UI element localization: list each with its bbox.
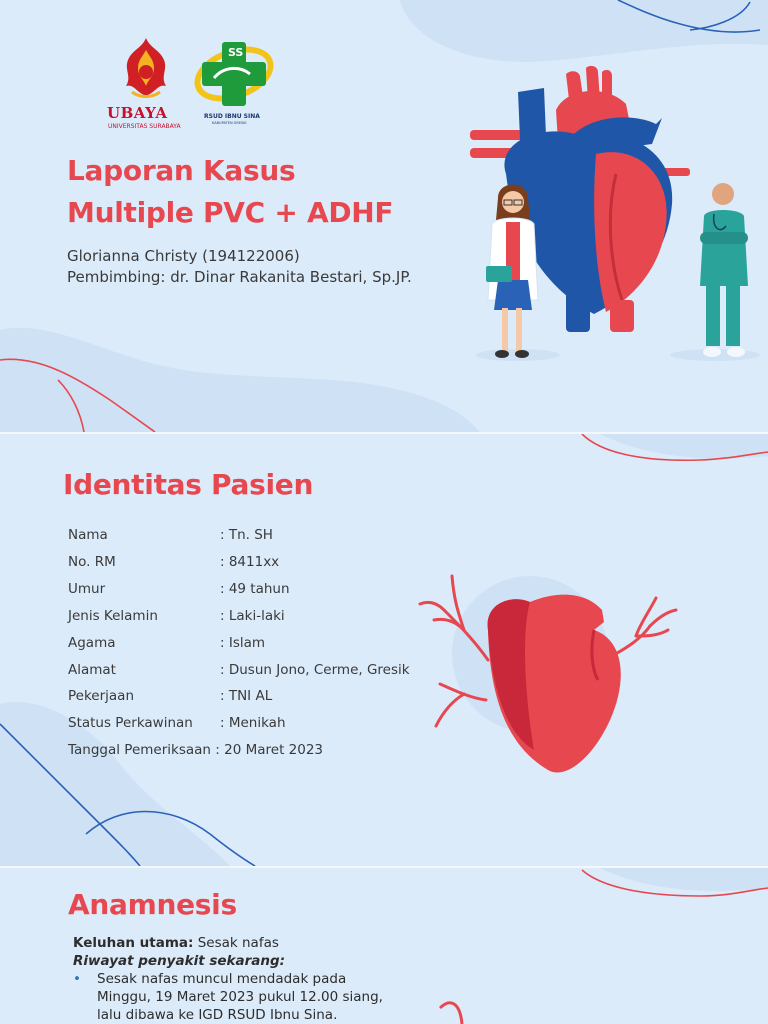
identity-value: : 8411xx bbox=[220, 554, 280, 570]
identity-label: Agama bbox=[68, 635, 116, 651]
chief-complaint-label: Keluhan utama: bbox=[73, 935, 194, 951]
title-line-1: Laporan Kasus bbox=[67, 154, 296, 187]
identity-value: : 49 tahun bbox=[220, 581, 290, 597]
identity-value: : 20 Maret 2023 bbox=[215, 742, 324, 758]
section-title: Identitas Pasien bbox=[63, 468, 314, 501]
female-doctor-illustration bbox=[482, 180, 546, 362]
identity-value: : Menikah bbox=[220, 715, 286, 731]
present-illness-label: Riwayat penyakit sekarang: bbox=[73, 953, 286, 969]
patient-identity-slide bbox=[0, 434, 768, 866]
ubaya-logo-text: UBAYA bbox=[107, 104, 168, 122]
chief-complaint bbox=[73, 934, 413, 952]
bullet-icon: • bbox=[73, 971, 81, 987]
list-item-line: Minggu, 19 Maret 2023 pukul 12.00 siang, bbox=[97, 989, 383, 1005]
identity-label: Alamat bbox=[68, 662, 116, 678]
author-name: Glorianna Christy (194122006) bbox=[67, 247, 300, 265]
male-doctor-illustration bbox=[696, 178, 754, 362]
heart-illustration bbox=[414, 570, 694, 780]
identity-label: Pekerjaan bbox=[68, 688, 135, 704]
identity-row-tanggal-pemeriksaan bbox=[68, 742, 323, 769]
ubaya-crest-icon bbox=[118, 36, 174, 104]
identity-label: No. RM bbox=[68, 554, 116, 570]
rsud-logo-text: RSUD IBNU SINA bbox=[204, 113, 260, 120]
svg-text:SS: SS bbox=[228, 46, 244, 59]
anamnesis-slide bbox=[0, 868, 768, 1024]
identity-label: Jenis Kelamin bbox=[68, 608, 158, 624]
section-title: Anamnesis bbox=[68, 888, 237, 921]
list-item bbox=[73, 970, 413, 1024]
rsud-logo-subtext: KABUPATEN GRESIK bbox=[212, 121, 247, 125]
identity-label: Nama bbox=[68, 527, 108, 543]
identity-label: Status Perkawinan bbox=[68, 715, 193, 731]
author-block bbox=[67, 246, 412, 288]
supervisor-name: Pembimbing: dr. Dinar Rakanita Bestari, Sp.JP. bbox=[67, 268, 412, 286]
presentation-title bbox=[67, 150, 393, 234]
identity-label: Tanggal Pemeriksaan bbox=[68, 742, 211, 758]
ubaya-logo-subtext: UNIVERSITAS SURABAYA bbox=[108, 123, 181, 130]
identity-value: : Islam bbox=[220, 635, 266, 651]
list-item-line: Sesak nafas muncul mendadak pada bbox=[97, 971, 347, 987]
list-item-line: lalu dibawa ke IGD RSUD Ibnu Sina. bbox=[97, 1007, 338, 1023]
identity-value: : Tn. SH bbox=[220, 527, 273, 543]
identity-value: : TNI AL bbox=[220, 688, 273, 704]
identity-value: : Laki-laki bbox=[220, 608, 285, 624]
identity-value: : Dusun Jono, Cerme, Gresik bbox=[220, 662, 410, 678]
anamnesis-content bbox=[73, 934, 413, 1024]
identity-label: Umur bbox=[68, 581, 106, 597]
title-line-2: Multiple PVC + ADHF bbox=[67, 196, 394, 229]
title-slide bbox=[0, 0, 768, 432]
chief-complaint-value: Sesak nafas bbox=[197, 935, 279, 951]
rsud-ibnu-sina-logo-icon bbox=[192, 36, 282, 114]
